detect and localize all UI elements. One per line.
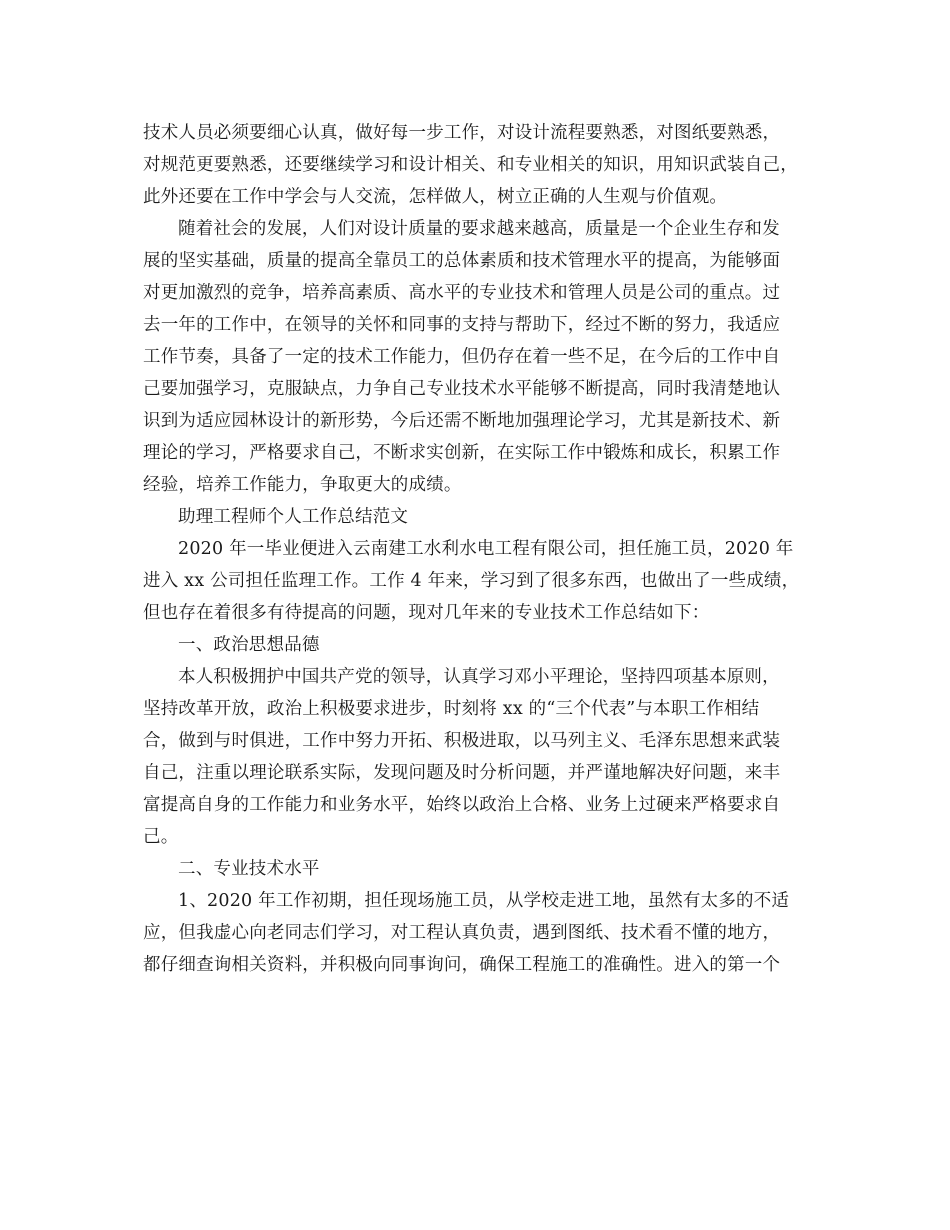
text-line: 经验，培养工作能力，争取更大的成绩。 bbox=[143, 475, 462, 495]
text-line: 坚持改革开放，政治上积极要求进步，时刻将 xx 的“三个代表”与本职工作相结 bbox=[143, 699, 760, 719]
text-line: 己要加强学习，克服缺点，力争自己专业技术水平能够不断提高，同时我清楚地认 bbox=[143, 379, 781, 399]
paragraph-start-line: 随着社会的发展，人们对设计质量的要求越来越高，质量是一个企业生存和发 bbox=[178, 219, 780, 239]
paragraph-start-line: 2020 年一毕业便进入云南建工水利水电工程有限公司，担任施工员，2020 年 bbox=[178, 539, 794, 559]
text-line: 都仔细查询相关资料，并积极向同事询问，确保工程施工的准确性。进入的第一个 bbox=[143, 955, 781, 975]
text-line: 但也存在着很多有待提高的问题，现对几年来的专业技术工作总结如下： bbox=[143, 603, 710, 623]
section-heading: 二、专业技术水平 bbox=[178, 859, 320, 879]
text-line: 富提高自身的工作能力和业务水平，始终以政治上合格、业务上过硬来严格要求自 bbox=[143, 795, 781, 815]
text-line: 识到为适应园林设计的新形势，今后还需不断地加强理论学习，尤其是新技术、新 bbox=[143, 411, 781, 431]
text-line: 去一年的工作中，在领导的关怀和同事的支持与帮助下，经过不断的努力，我适应 bbox=[143, 315, 781, 335]
paragraph-start-line: 本人积极拥护中国共产党的领导，认真学习邓小平理论，坚持四项基本原则， bbox=[178, 667, 780, 687]
text-line: 己。 bbox=[143, 827, 179, 847]
text-line: 对规范更要熟悉，还要继续学习和设计相关、和专业相关的知识，用知识武装自己， bbox=[143, 155, 798, 175]
text-line: 此外还要在工作中学会与人交流，怎样做人，树立正确的人生观与价值观。 bbox=[143, 187, 728, 207]
text-line: 进入 xx 公司担任监理工作。工作 4 年来，学习到了很多东西，也做出了一些成绩， bbox=[143, 571, 800, 591]
text-line: 合，做到与时俱进，工作中努力开拓、积极进取，以马列主义、毛泽东思想来武装 bbox=[143, 731, 781, 751]
text-line: 技术人员必须要细心认真，做好每一步工作，对设计流程要熟悉，对图纸要熟悉， bbox=[143, 123, 781, 143]
text-line: 理论的学习，严格要求自己，不断求实创新，在实际工作中锻炼和成长，积累工作 bbox=[143, 443, 781, 463]
text-line: 对更加激烈的竞争，培养高素质、高水平的专业技术和管理人员是公司的重点。过 bbox=[143, 283, 781, 303]
text-line: 展的坚实基础，质量的提高全靠员工的总体素质和技术管理水平的提高，为能够面 bbox=[143, 251, 781, 271]
section-heading: 一、政治思想品德 bbox=[178, 635, 320, 655]
section-title: 助理工程师个人工作总结范文 bbox=[178, 507, 409, 527]
document-body bbox=[143, 117, 823, 981]
paragraph-start-line: 1、2020 年工作初期，担任现场施工员，从学校走进工地，虽然有太多的不适 bbox=[178, 891, 790, 911]
text-line: 自己，注重以理论联系实际，发现问题及时分析问题，并严谨地解决好问题，来丰 bbox=[143, 763, 781, 783]
text-line: 工作节奏，具备了一定的技术工作能力，但仍存在着一些不足，在今后的工作中自 bbox=[143, 347, 781, 367]
text-line: 应，但我虚心向老同志们学习，对工程认真负责，遇到图纸、技术看不懂的地方， bbox=[143, 923, 781, 943]
